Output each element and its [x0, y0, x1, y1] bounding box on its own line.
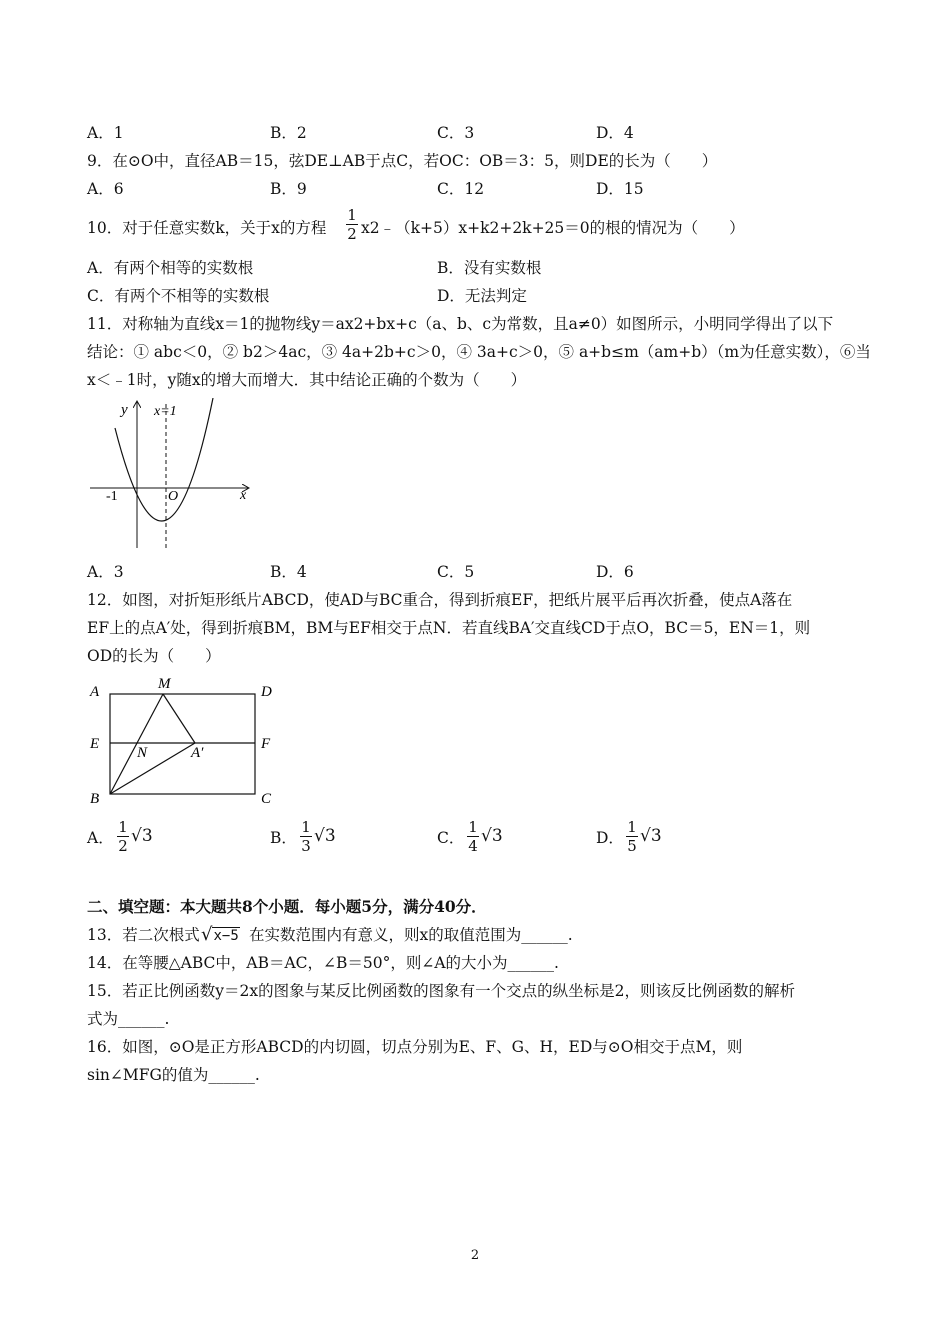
q10-stem-b: x2﹣（k+5）x+k2+2k+25＝0的根的情况为（ ）	[361, 219, 745, 237]
rectangle-fold-figure	[85, 672, 285, 812]
q12-option-b-fraction	[300, 819, 312, 854]
q12-b-den: 3	[301, 837, 311, 855]
q8-option-d: D．4	[596, 124, 634, 142]
q9-option-a: A．6	[87, 180, 124, 198]
section2-heading: 二、填空题：本大题共8个小题．每小题5分，满分40分．	[87, 897, 487, 916]
q9-option-b: B．9	[270, 180, 307, 198]
q12-c-num: 1	[468, 818, 478, 836]
q13-stem-b: 在实数范围内有意义，则x的取值范围为______.	[249, 926, 573, 944]
q10-option-d: D．无法判定	[437, 287, 527, 305]
q12-stem-line1: 12．如图，对折矩形纸片ABCD，使AD与BC重合，得到折痕EF，把纸片展平后再次折叠，使点A落在	[87, 591, 793, 609]
q10-option-a: A．有两个相等的实数根	[87, 259, 254, 277]
q12-option-a-radical: √3	[131, 826, 153, 846]
q11-option-a: A．3	[87, 563, 124, 581]
q10-frac-num: 1	[347, 206, 357, 224]
symmetry-label: x=1	[154, 404, 177, 419]
origin-label: O	[168, 489, 179, 504]
q8-option-b: B．2	[270, 124, 307, 142]
label-f: F	[261, 736, 271, 752]
label-n: N	[137, 745, 148, 761]
q12-option-d-letter: D．	[596, 829, 624, 847]
q9-option-c: C．12	[437, 180, 485, 198]
q12-option-d-fraction	[626, 819, 638, 854]
q12-d-num: 1	[627, 818, 637, 836]
page-number: 2	[470, 1248, 480, 1263]
label-c: C	[261, 791, 272, 807]
label-e: E	[90, 736, 100, 752]
q11-stem-line3: x＜﹣1时，y随x的增大而增大．其中结论正确的个数为（ ）	[87, 371, 527, 389]
q10-option-c: C．有两个不相等的实数根	[87, 287, 270, 305]
q12-a-num: 1	[118, 818, 128, 836]
label-m: M	[158, 676, 171, 692]
minus-one-label: -1	[106, 489, 118, 504]
radical-sign-icon: √	[201, 924, 213, 945]
q16-stem-line1: 16．如图，⊙O是正方形ABCD的内切圆，切点分别为E、F、G、H，ED与⊙O相交于点M，则	[87, 1038, 743, 1056]
x-label: x	[240, 488, 247, 503]
q15-stem-line1: 15．若正比例函数y＝2x的图象与某反比例函数的图象有一个交点的纵坐标是2，则该反比例函数的解析	[87, 982, 795, 1000]
q8-option-a: A．1	[87, 124, 124, 142]
q11-option-d: D．6	[596, 563, 634, 581]
q12-option-c-fraction	[467, 819, 479, 854]
q14-stem: 14．在等腰△ABC中，AB＝AC，∠B＝50°，则∠A的大小为______.	[87, 954, 559, 972]
label-b: B	[90, 791, 100, 807]
q10-stem-a: 10．对于任意实数k，关于x的方程	[87, 219, 327, 237]
q10-fraction	[346, 207, 358, 242]
q11-stem-line1: 11．对称轴为直线x＝1的抛物线y＝ax2+bx+c（a、b、c为常数，且a≠0）如图所示，小明同学得出了以下	[87, 315, 834, 333]
q15-stem-line2: 式为______.	[87, 1010, 170, 1028]
q9-option-d: D．15	[596, 180, 644, 198]
q12-stem-line3: OD的长为（ ）	[87, 647, 221, 665]
q8-option-c: C．3	[437, 124, 475, 142]
label-d: D	[261, 684, 272, 700]
q12-d-den: 5	[627, 837, 637, 855]
rectangle-abcd	[110, 694, 255, 794]
q12-option-a-letter: A．	[87, 829, 114, 847]
q12-option-c-letter: C．	[437, 829, 465, 847]
q13-radical	[201, 924, 240, 947]
q12-option-c-radical: √3	[481, 826, 503, 846]
label-a-prime: A′	[191, 745, 204, 761]
label-a: A	[90, 684, 100, 700]
q12-c-den: 4	[468, 837, 478, 855]
q12-option-b-letter: B．	[270, 829, 297, 847]
q12-option-b-radical: √3	[314, 826, 336, 846]
q13-stem-a: 13．若二次根式	[87, 926, 200, 944]
segment-ba	[110, 743, 195, 794]
q9-stem: 9．在⊙O中，直径AB＝15，弦DE⊥AB于点C，若OC：OB＝3：5，则DE的长为（ ）	[87, 152, 718, 170]
q12-option-d-radical: √3	[640, 826, 662, 846]
q10-frac-den: 2	[347, 225, 357, 243]
y-label: y	[121, 402, 128, 418]
q12-option-a-fraction	[117, 819, 129, 854]
q12-b-num: 1	[301, 818, 311, 836]
parabola-graph	[88, 398, 253, 553]
q13-radicand: x−5	[213, 928, 239, 944]
q11-stem-line2: 结论：① abc＜0，② b2＞4ac，③ 4a+2b+c＞0，④ 3a+c＞0，⑤ a+b≤m（am+b）（m为任意实数），⑥当	[87, 343, 871, 361]
q12-a-den: 2	[118, 837, 128, 855]
q10-option-b: B．没有实数根	[437, 259, 542, 277]
q12-stem-line2: EF上的点A′处，得到折痕BM，BM与EF相交于点N．若直线BA′交直线CD于点O，BC＝5，EN＝1，则	[87, 619, 811, 637]
segment-ma	[163, 694, 195, 743]
q11-option-c: C．5	[437, 563, 475, 581]
q11-option-b: B．4	[270, 563, 307, 581]
q16-stem-line2: sin∠MFG的值为______.	[87, 1066, 260, 1084]
fold-line-bm	[110, 694, 163, 794]
